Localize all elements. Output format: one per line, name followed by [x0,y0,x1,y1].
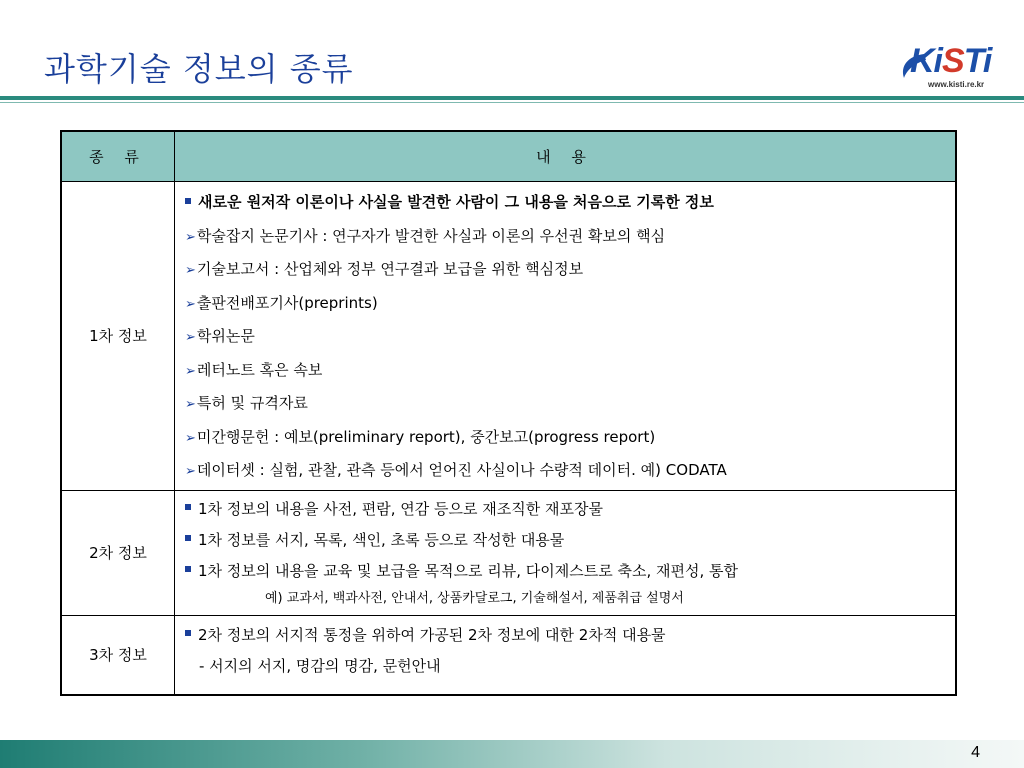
list-item [185,525,945,556]
arrow-bullet-icon: ➢ [185,430,196,446]
list-item-text: 출판전배포기사(preprints) [196,293,378,312]
logo-text-ki: Ki [910,42,942,80]
list-item-text: 데이터셋 : 실험, 관찰, 관측 등에서 얻어진 사실이나 수량적 데이터. 예) CODATA [196,461,727,479]
list-item [185,253,945,287]
logo-url: www.kisti.re.kr [928,80,985,89]
list-item [185,387,945,421]
logo-wordmark [910,42,991,81]
header-rule [0,96,1024,100]
row-type-label: 1차 정보 [61,182,175,491]
slide-title: 과학기술 정보의 종류 [44,50,354,88]
list-item-text: 기술보고서 : 산업체와 정부 연구결과 보급을 위한 핵심정보 [196,260,584,278]
list-item [185,556,945,587]
list-item [185,320,945,354]
table-row [61,182,956,491]
arrow-bullet-icon: ➢ [185,330,196,345]
list-item [185,287,945,321]
list-item [185,620,945,651]
list-item-text: 학술잡지 논문기사 : 연구자가 발견한 사실과 이론의 우선권 확보의 핵심 [196,226,666,245]
list-item-text: 특허 및 규격자료 [196,394,308,412]
list-item-example: 예) 교과서, 백과사전, 안내서, 상품카달로그, 기술해설서, 제품취급 설명서 [265,590,684,606]
square-bullet-icon [185,535,191,541]
header-rule-thin [0,102,1024,103]
list-item-text: 미간행문헌 : 예보(preliminary report), 중간보고(progress report) [196,427,656,446]
list-item [185,220,945,254]
list-item-text: 2차 정보의 서지적 통정을 위하여 가공된 2차 정보에 대한 2차적 대용물 [198,625,666,644]
arrow-bullet-icon: ➢ [185,464,196,479]
logo-text-ti: Ti [963,42,992,80]
kisti-logo [898,42,994,92]
info-types-table [60,130,957,696]
list-item-sub: - 서지의 서지, 명감의 명감, 문헌안내 [199,656,441,675]
list-item [185,186,945,220]
arrow-bullet-icon: ➢ [185,363,196,379]
square-bullet-icon [185,566,191,572]
list-item-text: 새로운 원저작 이론이나 사실을 발견한 사람이 그 내용을 처음으로 기록한 정보 [198,193,714,211]
row-type-label: 3차 정보 [61,615,175,695]
row-content [175,615,957,695]
square-bullet-icon [185,504,191,510]
square-bullet-icon [185,198,191,204]
list-item [185,494,945,525]
logo-text-s: S [942,42,964,80]
row-type-label: 2차 정보 [61,490,175,615]
table-row [61,615,956,695]
table-row [61,490,956,615]
arrow-bullet-icon: ➢ [185,229,196,245]
page-number: 4 [971,744,980,761]
list-item [185,421,945,455]
list-item [185,354,945,388]
arrow-bullet-icon: ➢ [185,397,196,412]
arrow-bullet-icon: ➢ [185,296,196,312]
list-item [185,454,945,488]
list-item-text: 1차 정보를 서지, 목록, 색인, 초록 등으로 작성한 대용물 [198,530,565,549]
list-item-text: 1차 정보의 내용을 교육 및 보급을 목적으로 리뷰, 다이제스트로 축소, 재편성, 통합 [198,561,738,580]
table-header-row [61,131,956,182]
row-content [175,182,957,491]
footer-band [0,740,1024,768]
row-content [175,490,957,615]
list-item-text: 학위논문 [196,327,255,345]
arrow-bullet-icon: ➢ [185,263,196,278]
header-type: 종 류 [61,131,175,182]
list-item-text: 1차 정보의 내용을 사전, 편람, 연감 등으로 재조직한 재포장물 [198,499,603,518]
header-content: 내 용 [175,131,957,182]
list-item-text: 레터노트 혹은 속보 [196,360,323,379]
square-bullet-icon [185,630,191,636]
